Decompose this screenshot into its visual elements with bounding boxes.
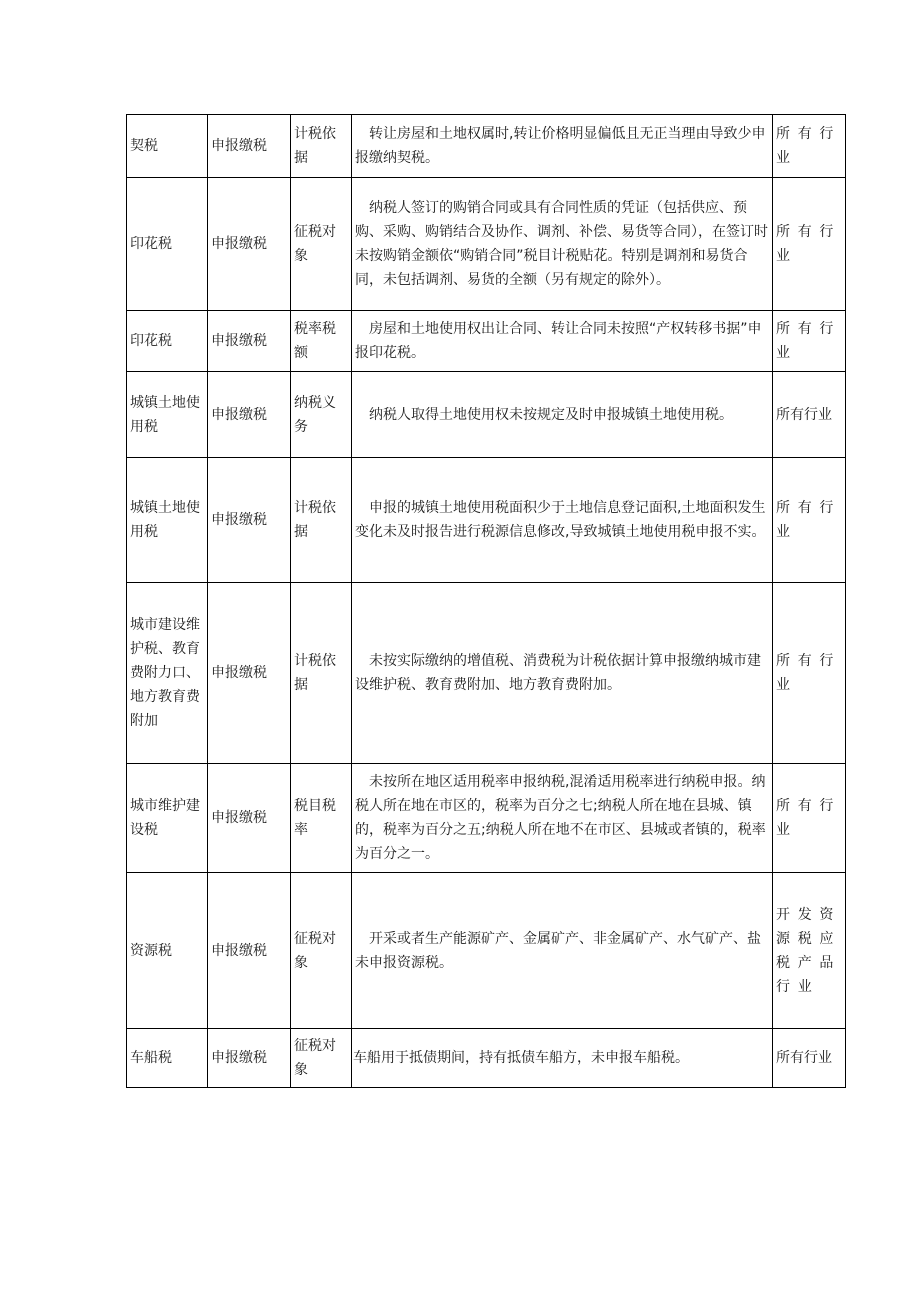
table-row xyxy=(127,178,846,311)
description-cell: 未按实际缴纳的增值税、消费税为计税依据计算申报缴纳城市建设维护税、教育费附加、地方教育费附加。 xyxy=(352,583,773,764)
risk-point-cell: 征税对象 xyxy=(291,178,352,311)
table-row xyxy=(127,873,846,1029)
table-row xyxy=(127,372,846,458)
tax-cell: 印花税 xyxy=(127,311,208,372)
table-row xyxy=(127,458,846,583)
tax-cell: 契税 xyxy=(127,115,208,178)
risk-point-cell: 税目税率 xyxy=(291,764,352,873)
description-cell: 房屋和土地使用权出让合同、转让合同未按照“产权转移书据”申报印花税。 xyxy=(352,311,773,372)
tax-cell: 城市建设维护税、教育费附力口、地方教育费附加 xyxy=(127,583,208,764)
description-cell: 申报的城镇土地使用税面积少于土地信息登记面积,土地面积发生变化未及时报告进行税源信息修改,导致城镇土地使用税申报不实。 xyxy=(352,458,773,583)
industry-cell: 所有行业 xyxy=(773,115,846,178)
table-row xyxy=(127,583,846,764)
description-cell: 转让房屋和土地权属时,转让价格明显偏低且无正当理由导致少申报缴纳契税。 xyxy=(352,115,773,178)
risk-point-cell: 计税依据 xyxy=(291,583,352,764)
stage-cell: 申报缴税 xyxy=(208,311,291,372)
description-cell: 开采或者生产能源矿产、金属矿产、非金属矿产、水气矿产、盐未申报资源税。 xyxy=(352,873,773,1029)
industry-cell: 所有行业 xyxy=(773,1029,846,1088)
risk-point-cell: 计税依据 xyxy=(291,115,352,178)
stage-cell: 申报缴税 xyxy=(208,873,291,1029)
industry-cell: 所有行业 xyxy=(773,583,846,764)
stage-cell: 申报缴税 xyxy=(208,764,291,873)
tax-cell: 资源税 xyxy=(127,873,208,1029)
risk-point-cell: 税率税额 xyxy=(291,311,352,372)
stage-cell: 申报缴税 xyxy=(208,115,291,178)
table-row xyxy=(127,115,846,178)
industry-cell: 所有行业 xyxy=(773,178,846,311)
risk-point-cell: 征税对象 xyxy=(291,873,352,1029)
tax-cell: 城镇土地使用税 xyxy=(127,372,208,458)
industry-cell: 所有行业 xyxy=(773,372,846,458)
tax-cell: 印花税 xyxy=(127,178,208,311)
tax-risk-table xyxy=(126,114,846,1088)
description-cell: 未按所在地区适用税率申报纳税,混淆适用税率进行纳税申报。纳税人所在地在市区的，税率为百分之七;纳税人所在地在县城、镇的，税率为百分之五;纳税人所在地不在市区、县城或者镇的，税率为百分之一。 xyxy=(352,764,773,873)
stage-cell: 申报缴税 xyxy=(208,372,291,458)
description-cell: 纳税人取得土地使用权未按规定及时申报城镇土地使用税。 xyxy=(352,372,773,458)
stage-cell: 申报缴税 xyxy=(208,178,291,311)
tax-cell: 车船税 xyxy=(127,1029,208,1088)
stage-cell: 申报缴税 xyxy=(208,458,291,583)
industry-cell: 所有行业 xyxy=(773,458,846,583)
table-row xyxy=(127,764,846,873)
tax-cell: 城市维护建设税 xyxy=(127,764,208,873)
risk-point-cell: 纳税义务 xyxy=(291,372,352,458)
stage-cell: 申报缴税 xyxy=(208,583,291,764)
industry-cell: 开发资源税应税产品行业 xyxy=(773,873,846,1029)
risk-point-cell: 计税依据 xyxy=(291,458,352,583)
tax-cell: 城镇土地使用税 xyxy=(127,458,208,583)
industry-cell: 所有行业 xyxy=(773,311,846,372)
table-row xyxy=(127,1029,846,1088)
description-cell: 纳税人签订的购销合同或具有合同性质的凭证（包括供应、预购、采购、购销结合及协作、调剂、补偿、易货等合同），在签订时未按购销金额依“购销合同”税目计税贴花。特别是调剂和易货合同，未包括调剂、易货的全额（另有规定的除外）。 xyxy=(352,178,773,311)
risk-point-cell: 征税对象 xyxy=(291,1029,352,1088)
description-cell: 车船用于抵债期间，持有抵债车船方，未申报车船税。 xyxy=(352,1029,773,1088)
industry-cell: 所有行业 xyxy=(773,764,846,873)
table-row xyxy=(127,311,846,372)
stage-cell: 申报缴税 xyxy=(208,1029,291,1088)
